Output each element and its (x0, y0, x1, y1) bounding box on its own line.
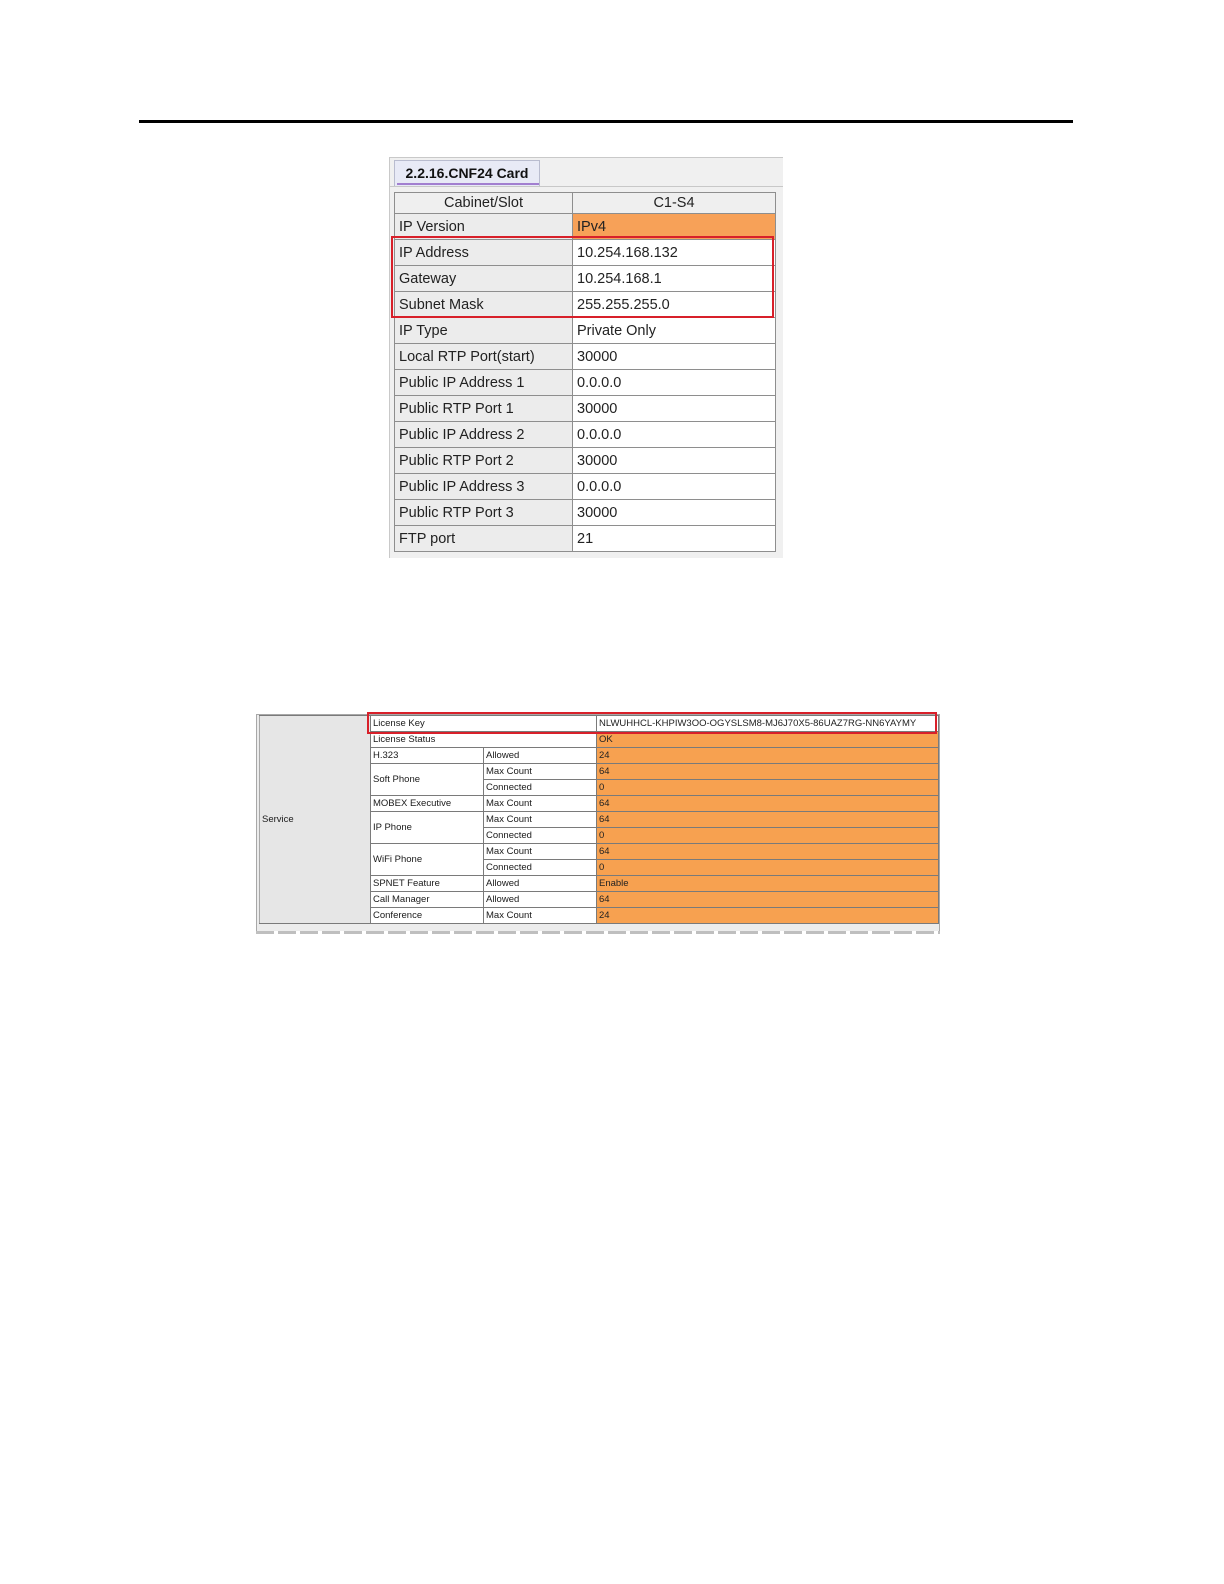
table-row (395, 370, 776, 396)
h323-value: 24 (597, 748, 939, 764)
card-properties-panel (389, 157, 783, 558)
ip-address-field[interactable]: 10.254.168.132 (573, 240, 776, 266)
table-header-row (395, 193, 776, 214)
table-row (395, 240, 776, 266)
header-cabinet-slot: Cabinet/Slot (395, 193, 573, 214)
mobex-value: 64 (597, 796, 939, 812)
spnet-value: Enable (597, 876, 939, 892)
tab-cnf24-card[interactable]: 2.2.16.CNF24 Card (394, 160, 540, 186)
ip-phone-max-value: 64 (597, 812, 939, 828)
table-row (395, 266, 776, 292)
conference-label: Conference (371, 908, 484, 924)
wifi-phone-label: WiFi Phone (371, 844, 484, 876)
conference-sub-label: Max Count (484, 908, 597, 924)
ip-version-value[interactable]: IPv4 (573, 214, 776, 240)
call-manager-value: 64 (597, 892, 939, 908)
public-rtp-port-2-field[interactable]: 30000 (573, 448, 776, 474)
service-table (259, 715, 939, 924)
soft-phone-max-label: Max Count (484, 764, 597, 780)
row-label: Public IP Address 3 (395, 474, 573, 500)
call-manager-label: Call Manager (371, 892, 484, 908)
public-ip-1-field[interactable]: 0.0.0.0 (573, 370, 776, 396)
table-row (395, 344, 776, 370)
service-panel-scrollbar[interactable] (256, 931, 940, 934)
table-row (395, 448, 776, 474)
call-manager-sub-label: Allowed (484, 892, 597, 908)
row-label: Public RTP Port 3 (395, 500, 573, 526)
subnet-mask-field[interactable]: 255.255.255.0 (573, 292, 776, 318)
header-slot-value: C1-S4 (573, 193, 776, 214)
soft-phone-max-value: 64 (597, 764, 939, 780)
tabstrip-divider (390, 186, 783, 187)
wifi-phone-connected-label: Connected (484, 860, 597, 876)
table-row (260, 716, 939, 732)
local-rtp-port-field[interactable]: 30000 (573, 344, 776, 370)
page-top-rule (139, 120, 1073, 123)
ip-phone-label: IP Phone (371, 812, 484, 844)
service-section-label: Service (260, 716, 371, 924)
h323-sub-label: Allowed (484, 748, 597, 764)
row-label: Public IP Address 2 (395, 422, 573, 448)
table-row (395, 474, 776, 500)
public-rtp-port-3-field[interactable]: 30000 (573, 500, 776, 526)
table-row (395, 318, 776, 344)
ip-phone-connected-value: 0 (597, 828, 939, 844)
mobex-label: MOBEX Executive (371, 796, 484, 812)
soft-phone-connected-label: Connected (484, 780, 597, 796)
row-label: Public IP Address 1 (395, 370, 573, 396)
public-ip-2-field[interactable]: 0.0.0.0 (573, 422, 776, 448)
row-label: Local RTP Port(start) (395, 344, 573, 370)
h323-label: H.323 (371, 748, 484, 764)
row-label: Subnet Mask (395, 292, 573, 318)
gateway-field[interactable]: 10.254.168.1 (573, 266, 776, 292)
spnet-sub-label: Allowed (484, 876, 597, 892)
table-row (395, 526, 776, 552)
table-row (395, 396, 776, 422)
row-label: Gateway (395, 266, 573, 292)
public-rtp-port-1-field[interactable]: 30000 (573, 396, 776, 422)
row-label: FTP port (395, 526, 573, 552)
row-label: IP Address (395, 240, 573, 266)
license-status-label: License Status (371, 732, 597, 748)
tab-active-indicator (397, 183, 539, 185)
row-label: IP Type (395, 318, 573, 344)
ip-phone-max-label: Max Count (484, 812, 597, 828)
ftp-port-field[interactable]: 21 (573, 526, 776, 552)
table-row (395, 292, 776, 318)
service-license-panel (256, 714, 940, 934)
soft-phone-label: Soft Phone (371, 764, 484, 796)
license-key-label: License Key (371, 716, 597, 732)
row-label: IP Version (395, 214, 573, 240)
ip-type-field[interactable]: Private Only (573, 318, 776, 344)
spnet-label: SPNET Feature (371, 876, 484, 892)
table-row (395, 422, 776, 448)
license-status-value: OK (597, 732, 939, 748)
card-properties-table (394, 192, 776, 552)
wifi-phone-max-label: Max Count (484, 844, 597, 860)
soft-phone-connected-value: 0 (597, 780, 939, 796)
ip-phone-connected-label: Connected (484, 828, 597, 844)
row-label: Public RTP Port 2 (395, 448, 573, 474)
wifi-phone-max-value: 64 (597, 844, 939, 860)
conference-value: 24 (597, 908, 939, 924)
table-row (395, 500, 776, 526)
public-ip-3-field[interactable]: 0.0.0.0 (573, 474, 776, 500)
mobex-sub-label: Max Count (484, 796, 597, 812)
table-row (395, 214, 776, 240)
wifi-phone-connected-value: 0 (597, 860, 939, 876)
row-label: Public RTP Port 1 (395, 396, 573, 422)
license-key-field[interactable]: NLWUHHCL-KHPIW3OO-OGYSLSM8-MJ6J70X5-86UAZ7RG-NN6YAYMY (597, 716, 939, 732)
